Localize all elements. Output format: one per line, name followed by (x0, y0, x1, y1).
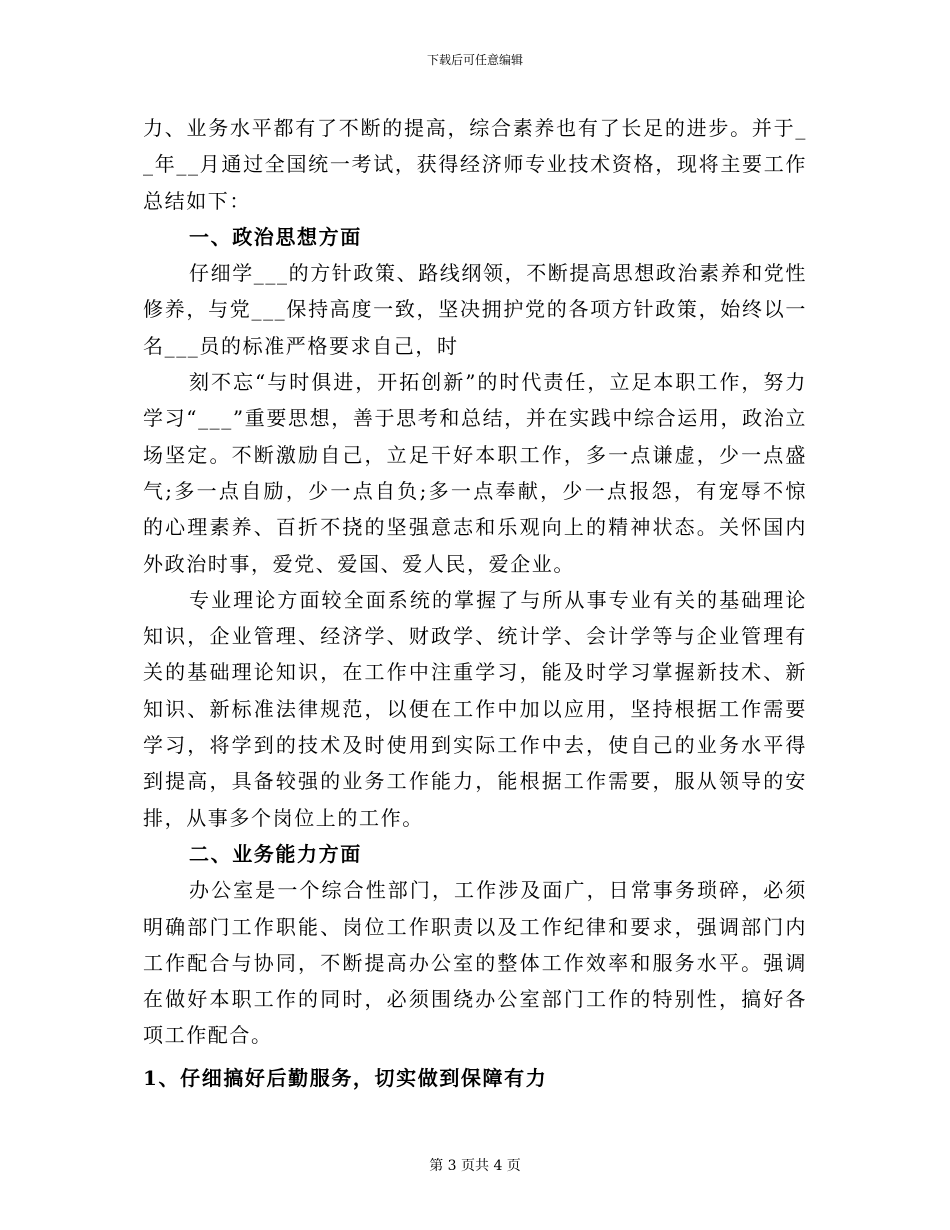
page-footer: 第 3 页共 4 页 (429, 1158, 521, 1174)
paragraph-theory: 专业理论方面较全面系统的掌握了与所从事专业有关的基础理论知识，企业管理、经济学、财政学、统计学、会计学等与企业管理有关的基础理论知识，在工作中注重学习，能及时学习掌握新技术、新知识、新标准法律规范，以便在工作中加以应用，坚持根据工作需要学习，将学到的技术及时使用到实际工作中去，使自己的业务水平得到提高，具备较强的业务工作能力，能根据工作需要，服从领导的安排，从事多个岗位上的工作。 (143, 587, 807, 830)
paragraph-office: 办公室是一个综合性部门，工作涉及面广，日常事务琐碎，必须明确部门工作职能、岗位工作职责以及工作纪律和要求，强调部门内工作配合与协同，不断提高办公室的整体工作效率和服务水平。强调在做好本职工作的同时，必须围绕办公室部门工作的特别性，搞好各项工作配合。 (143, 878, 807, 1048)
page-header: 下载后可任意编辑 (426, 53, 523, 67)
subsection-heading-logistics: 1、仔细搞好后勤服务，切实做到保障有力 (143, 1065, 548, 1090)
paragraph-political-2: 刻不忘“与时俱进，开拓创新”的时代责任，立足本职工作，努力学习“___”重要思想，善于思考和总结，并在实践中综合运用，政治立场坚定。不断激励自己，立足干好本职工作，多一点谦虚，少一点盛气;多一点自励，少一点自负;多一点奉献，少一点报怨，有宠辱不惊的心理素养、百折不挠的坚强意志和乐观向上的精神状态。关怀国内外政治时事，爱党、爱国、爱人民，爱企业。 (143, 370, 807, 576)
section-heading-political: 一、政治思想方面 (189, 224, 362, 249)
document-body (143, 110, 807, 1096)
section-heading-business: 二、业务能力方面 (189, 841, 362, 866)
paragraph-political-1: 仔细学___的方针政策、路线纲领，不断提高思想政治素养和党性修养，与党___保持高度一致，坚决拥护党的各项方针政策，始终以一名___员的标准严格要求自己，时 (143, 261, 807, 358)
paragraph-intro: 力、业务水平都有了不断的提高，综合素养也有了长足的进步。并于__年__月通过全国统一考试，获得经济师专业技术资格，现将主要工作总结如下： (143, 116, 807, 213)
